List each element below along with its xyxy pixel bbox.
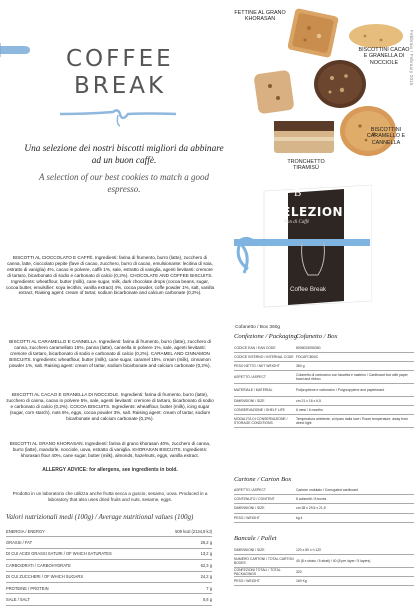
title-break: BREAK xyxy=(74,73,167,99)
row-value: 8 cofanetti / 8 boxes xyxy=(296,495,414,504)
table-row xyxy=(6,560,212,571)
packaging-table xyxy=(234,344,414,428)
row-label: DI CUI ACIDI GRASSI SATURI / OF WHICH SATURATES xyxy=(6,548,159,559)
intro-italian: Una selezione dei nostri biscotti migliori da abbinare ad un buon caffè. xyxy=(24,144,224,166)
table-row xyxy=(234,555,414,568)
row-value: 7 g xyxy=(159,582,212,593)
date-side-text: Febbraio / February 2015 xyxy=(409,30,414,86)
table-row xyxy=(6,526,212,537)
row-label: DIMENSIONI / SIZE xyxy=(234,397,296,406)
row-label: CONTENUTO / CONTENT xyxy=(234,495,296,504)
row-label: PESO / WEIGHT xyxy=(234,577,296,586)
box-caption: Cofanetto / Box 360g xyxy=(235,325,281,330)
row-label: CONSERVAZIONE / SHELF LIFE xyxy=(234,406,296,415)
table-row xyxy=(234,415,414,428)
row-value: 360 g xyxy=(296,362,414,371)
table-row xyxy=(234,406,414,415)
table-row xyxy=(234,568,414,577)
cookie-label-tronchetto: TRONCHETTO TIRAMISÙ xyxy=(287,159,325,172)
cookie-label-caramello: BISCOTTINI CARAMELLO E CANNELLA xyxy=(366,127,406,146)
cookie-label-fettine: FETTINE AL GRANO KHORASAN xyxy=(234,10,286,23)
row-value: Temperatura ambiente, al riparo dalla luce / Room temperature, away from direct light xyxy=(296,415,414,428)
row-label: SALE / SALT xyxy=(6,594,159,605)
table-row xyxy=(234,362,414,371)
row-value: 24,2 g xyxy=(159,571,212,582)
row-label: ASPETTO / ASPECT xyxy=(234,371,296,384)
row-label: DI CUI ZUCCHERI / OF WHICH SUGARS xyxy=(6,571,159,582)
row-value: Cartone ondulato / Corrugated cardboard xyxy=(296,486,414,495)
packaging-title: Confezione / Packaging xyxy=(234,333,297,340)
row-value: 62,3 g xyxy=(159,560,212,571)
table-row xyxy=(234,344,414,353)
nutrition-title: Valori nutrizionali medi (100g) / Average nutritional values (100g) xyxy=(6,513,194,521)
pallet-title: Bancale / Pallet xyxy=(234,535,277,542)
row-value: 26,2 g xyxy=(159,537,212,548)
table-row xyxy=(234,486,414,495)
row-value: cm 21 x 16 x 6,5 xyxy=(296,397,414,406)
row-label: NUMERO CARTONI / TOTAL CARTON BOXES xyxy=(234,555,296,568)
product-description: BISCOTTI AL CIOCCOLATO E CAFFÈ. Ingredienti: farina di frumento, burro (latte), zucchero di canna, latte, cioccolato pepite (fave di cacao, zucchero, burro di cacao, emulsionante: lecitina di soia, estratto di vaniglia) 4%, cacao in polvere, caffè 1%, sale, estratto di vaniglia, agenti lievitanti: cremore di tartaro, bicarbonato di sodio e carbonato di calcio (0,2%). CHOCOLATE AND COFFEE BISCUITS. Ingredients: wheatflour, butter (milk), cane sugar, milk, dark chocolate drops (cocoa beans, sugar, cocoa butter, emulsifier: soya lecithin, vanilla extract) 4%, cocoa powder, coffe powder 1%, salt, vanilla extract, Raising agent: cream of tartar, sodium bicarbonate and calcium carbonate (0,2%). xyxy=(6,255,215,296)
row-value: 120 x 80 x h 120 xyxy=(296,546,414,555)
table-row xyxy=(6,571,212,582)
blue-ribbon-decoration xyxy=(0,36,36,60)
table-row xyxy=(234,504,414,513)
table-row xyxy=(234,397,414,406)
row-value: kg 4 xyxy=(296,513,414,522)
table-row xyxy=(6,582,212,593)
row-value: 6 mesi / 6 months xyxy=(296,406,414,415)
fettine-cookie-image xyxy=(283,6,343,62)
cacao-crumble-image xyxy=(248,64,298,120)
table-row xyxy=(234,371,414,384)
row-value: 320 xyxy=(296,568,414,577)
ribbon-swirl-decoration xyxy=(58,102,178,128)
table-row xyxy=(6,537,212,548)
title-coffee: COFFEE xyxy=(66,46,174,72)
caramello-cookie-top-image xyxy=(345,8,407,48)
row-label: CONFEZIONI TOTALI / TOTAL PACKAGINGS xyxy=(234,568,296,577)
box-brand-sub: Pan di Caffè xyxy=(284,220,310,225)
tronchetto-cookie-image xyxy=(270,115,338,159)
packaging-value-title: Cofanetto / Box xyxy=(296,333,338,340)
pallet-table xyxy=(234,546,414,586)
box-product-name: Coffee Break xyxy=(290,286,327,293)
product-description: BISCOTTI AL GRANO KHORASAN. Ingredienti: farina di grano khorasan 40%, zucchero di canna, burro (latte), mandorle, nocciole, uova, estratto di vaniglia. KHORASAN BISCUITS. Ingredients: khorasan flour 40%, cane sugar, butter (milk), almonds, hazelnuts, eggs, vanilla extract. xyxy=(9,441,211,458)
table-row xyxy=(234,495,414,504)
table-row xyxy=(234,577,414,586)
lab-footnote: Prodotto in un laboratorio che utilizza anche frutta secca a guscio, sesamo, uova. Produced in a laboratory that also uses dried fruits and nuts, sesame, eggs. xyxy=(12,491,208,502)
box-brand-name: SELEZIONE xyxy=(273,205,352,219)
row-label: ASPETTO / ASPECT xyxy=(234,486,296,495)
row-value: FDCAFCB00C xyxy=(296,353,414,362)
row-value: Cofanetto di cartoncino con fascetta e nastrino / Cardboard box with paper band and ribbon xyxy=(296,371,414,384)
row-label: PROTEINE / PROTEIN xyxy=(6,582,159,593)
carton-table xyxy=(234,486,414,523)
row-value: 8005025055350 xyxy=(296,344,414,353)
row-label: MODALITÀ DI CONSERVAZIONE / STORAGE CONDITIONS xyxy=(234,415,296,428)
row-label: ENERGIA / ENERGY xyxy=(6,526,159,537)
row-value: Polipropilene e cartoncino / Polypropylene and paperboard xyxy=(296,384,414,397)
row-label: CODICE INTERNO / INTERNAL CODE xyxy=(234,353,296,362)
row-label: PESO / WEIGHT xyxy=(234,513,296,522)
nutrition-table xyxy=(6,526,212,606)
row-value: 40 (8 x strato / 5 strati) / 40 (8 per layer / 5 layers) xyxy=(296,555,414,568)
table-row xyxy=(234,353,414,362)
row-value: 0,6 g xyxy=(159,594,212,605)
box-brand-letter: B xyxy=(294,187,302,199)
row-label: PESO NETTO / NET WEIGHT xyxy=(234,362,296,371)
row-value: 509 kcal (2134,8 kJ) xyxy=(159,526,212,537)
cookie-label-cacao: BISCOTTINI CACAO E GRANELLA DI NOCCIOLE xyxy=(358,47,410,66)
row-value: 13,2 g xyxy=(159,548,212,559)
table-row xyxy=(6,548,212,559)
row-label: CARBOIDRATI / CARBOHYDRATE xyxy=(6,560,159,571)
row-label: CODICE EAN / EAN CODE xyxy=(234,344,296,353)
intro-english: A selection of our best cookies to match a good espresso. xyxy=(38,172,210,194)
table-row xyxy=(6,594,212,605)
product-description: BISCOTTI AL CACAO E GRANELLA DI NOCCIOLE. Ingredienti: farina di frumento, burro (latte), zucchero di canna, cacao in polvere 5%, sale, agenti lievitanti: cremore di tartaro, bicarbonato di sodio e carbonato di calcio (0,2%). COCOA BISCUITS. Ingredients: wheatflour, butter (milk), icing sugar (sugar, corn starch), nuts 6%, eggs, cocoa powder 3%, salt. Raising agent: cream of tartar, sodium bicarbonate and calcium carbonate (0,2%). xyxy=(6,392,214,421)
table-row xyxy=(234,384,414,397)
row-label: DIMENSIONI / SIZE xyxy=(234,504,296,513)
carton-title: Cartone / Carton Box xyxy=(234,476,292,483)
row-label: DIMENSIONI / SIZE xyxy=(234,546,296,555)
row-label: GRASSI / FAT xyxy=(6,537,159,548)
product-description: BISCOTTI AL CARAMELLO E CANNELLA. Ingredienti: farina di frumento, burro (latte), zucchero di canna, zucchero caramellato 15%, panna (latte), cannella in polvere 1%, sale, agenti lievitanti: cremore di tartaro, bicarbonato di sodio e carbonato di calcio (0,2%). CARAMEL AND CINNAMON BISCUITS. Ingredients: wheatflour, butter (milk), cane sugar, caramel 15%, cream (milk), cinnamon powder 1%, salt. Raising agent: cream of tartar, sodium bicarbonate and calcium carbonate (0,2%). xyxy=(9,339,211,368)
row-value: 160 Kg xyxy=(296,577,414,586)
row-value: cm 38 x 29,5 x 21,5 xyxy=(296,504,414,513)
table-row xyxy=(234,513,414,522)
allergy-advice: ALLERGY ADVICE: for allergens, see ingredients in bold. xyxy=(42,467,178,473)
table-row xyxy=(234,546,414,555)
row-label: MATERIALE / MATERIAL xyxy=(234,384,296,397)
cacao-cookie-image xyxy=(312,58,368,110)
